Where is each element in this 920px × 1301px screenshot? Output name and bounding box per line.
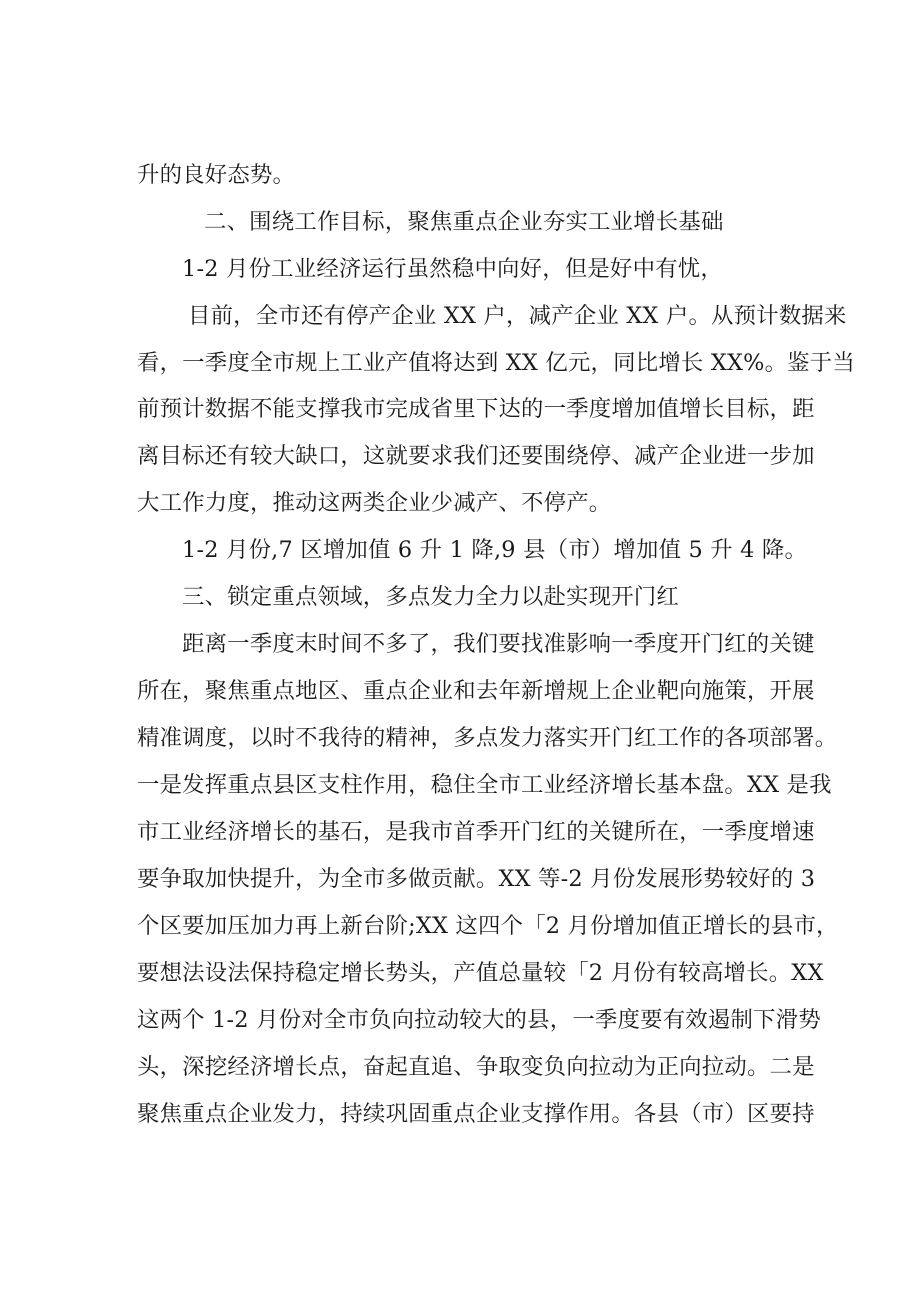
paragraph-line-continuation: 升的良好态势。 — [137, 162, 296, 188]
paragraph-line: 目前，全市还有停产企业 XX 户，减产企业 XX 户。从预计数据来 — [188, 303, 847, 329]
section-heading-2: 二、围绕工作目标，聚焦重点企业夯实工业增长基础 — [204, 209, 724, 235]
paragraph-line: 要争取加快提升，为全市多做贡献。XX 等-2 月份发展形势较好的 3 — [137, 866, 816, 892]
paragraph-line: 1-2 月份工业经济运行虽然稳中向好，但是好中有忧， — [182, 256, 723, 282]
paragraph-line: 大工作力度，推动这两类企业少减产、不停产。 — [137, 490, 612, 516]
paragraph-line: 要想法设法保持稳定增长势头，产值总量较「2 月份有较高增长。XX — [137, 960, 824, 986]
paragraph-line: 离目标还有较大缺口，这就要求我们还要围绕停、减产企业进一步加 — [137, 443, 815, 469]
paragraph-line: 一是发挥重点县区支柱作用，稳住全市工业经济增长基本盘。XX 是我 — [137, 772, 832, 798]
paragraph-line: 前预计数据不能支撑我市完成省里下达的一季度增加值增长目标，距 — [137, 396, 815, 422]
paragraph-line: 精准调度，以时不我待的精神，多点发力落实开门红工作的各项部署。 — [137, 725, 838, 751]
paragraph-line: 看，一季度全市规上工业产值将达到 XX 亿元，同比增长 XX%。鉴于当 — [137, 350, 855, 376]
paragraph-line: 个区要加压加力再上新台阶;XX 这四个「2 月份增加值正增长的县市， — [137, 913, 839, 939]
paragraph-line: 头，深挖经济增长点，奋起直追、争取变负向拉动为正向拉动。二是 — [137, 1054, 815, 1080]
paragraph-line: 市工业经济增长的基石，是我市首季开门红的关键所在，一季度增速 — [137, 819, 815, 845]
paragraph-line: 1-2 月份,7 区增加值 6 升 1 降,9 县（市）增加值 5 升 4 降。 — [182, 537, 808, 563]
paragraph-line: 所在，聚焦重点地区、重点企业和去年新增规上企业靶向施策，开展 — [137, 678, 815, 704]
paragraph-line: 聚焦重点企业发力，持续巩固重点企业支撑作用。各县（市）区要持 — [137, 1101, 815, 1127]
paragraph-line: 这两个 1-2 月份对全市负向拉动较大的县，一季度要有效遏制下滑势 — [137, 1007, 821, 1033]
paragraph-line: 距离一季度末时间不多了，我们要找准影响一季度开门红的关键 — [182, 631, 815, 657]
section-heading-3: 三、锁定重点领域，多点发力全力以赴实现开门红 — [182, 584, 679, 610]
